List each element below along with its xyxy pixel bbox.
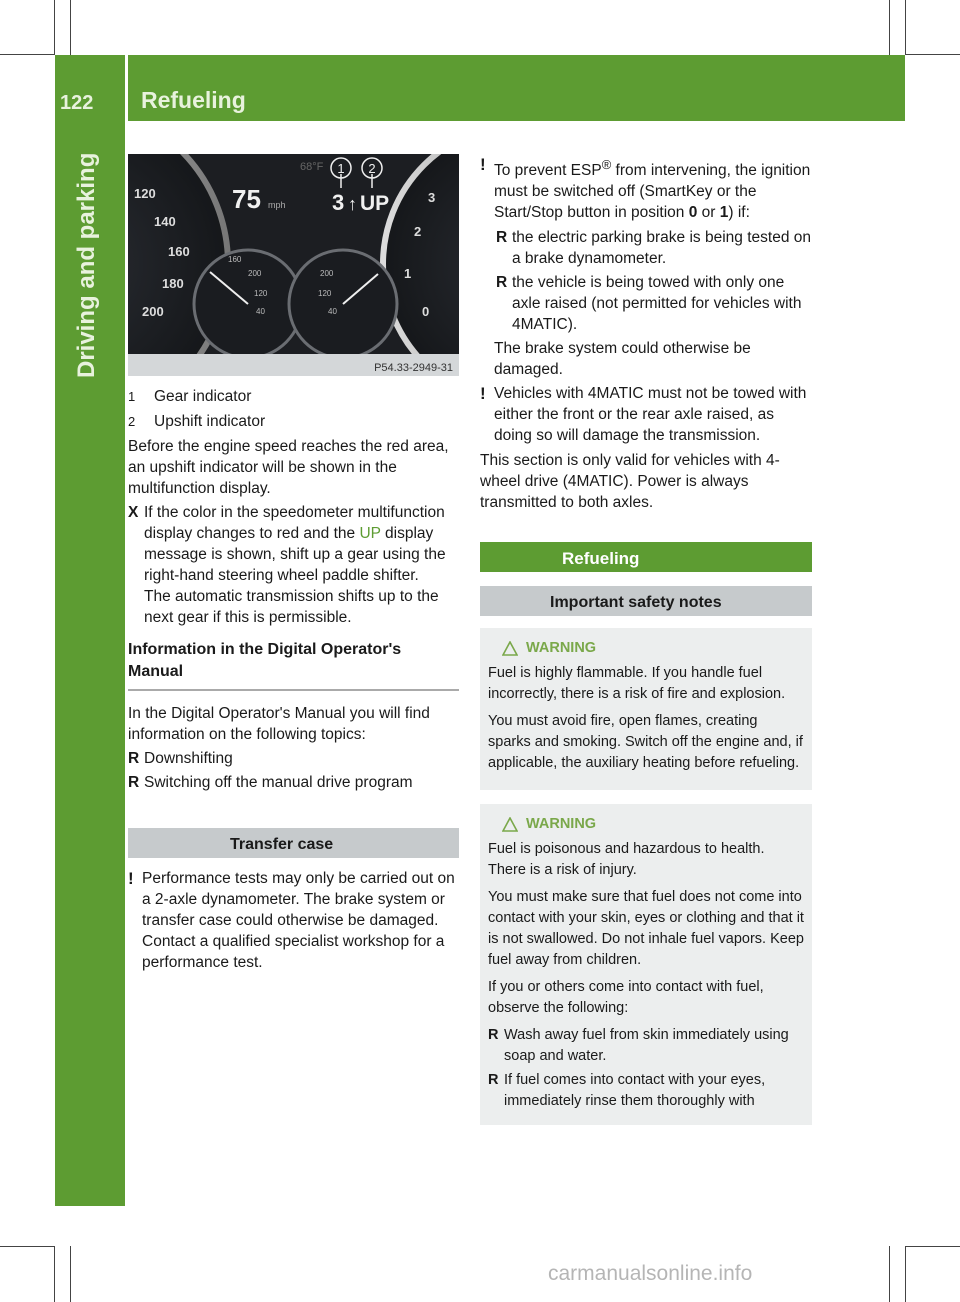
rpm-tick: 1 [404,266,412,281]
list-item: R If fuel comes into contact with your eyes, immediately rinse them thoroughly with [488,1070,804,1112]
section-heading-info: Information in the Digital Operator's Manual [128,639,459,691]
chapter-side-label: Driving and parking [73,152,100,378]
legend-item [128,386,459,407]
speed-tick: 120 [134,186,156,201]
crop-mark [905,54,960,55]
bullet-icon: R [128,774,140,791]
gear-indicator: 3 [332,190,345,215]
step-text-before: If the color in the speedometer multifunction display changes to red and the [144,504,445,542]
list-item: R Downshifting [128,750,233,767]
note-item: ! To prevent ESP® from intervening, the ignition must be switched off (SmartKey or the Start/Stop button in position 0 or 1) if: [480,155,811,222]
crop-mark [70,0,71,55]
up-display-message: UP [359,525,381,542]
section-heading-safety: Important safety notes [480,586,812,616]
warning-triangle-icon [502,641,518,656]
step-text-after: display message is shown, shift up a gear using the right-hand steering wheel paddle shifter. [144,525,446,584]
intro-paragraph: Before the engine speed reaches the red area, an upshift indicator will be shown in the multifunction display. [128,438,449,497]
note-item: ! Vehicles with 4MATIC must not be towed with either the front or the rear axle raised, as doing so will damage the transmission. [480,384,807,445]
callout-1: 1 [337,161,345,176]
crop-mark [905,1246,960,1247]
speed-tick: 160 [168,244,190,259]
list-item: R the vehicle is being towed with only one axle raised (not permitted for vehicles with 4MATIC). [496,274,802,334]
instrument-cluster-figure [128,154,459,376]
bullet-icon: R [488,1072,499,1089]
bullet-icon: R [496,229,508,247]
speed-readout: 75 [232,184,261,214]
instruction-step [128,502,459,628]
crop-mark [889,0,890,55]
gauge-tick: 200 [320,269,334,278]
gauge-tick: 40 [328,307,337,316]
crop-mark [54,0,55,55]
rpm-tick: 3 [428,190,436,205]
speed-unit: mph [268,200,286,210]
crop-mark [0,54,55,55]
crop-mark [70,1246,71,1302]
warning-box: WARNING Fuel is poisonous and hazardous to health. There is a risk of injury. You must make sure that fuel does not come into contact with your skin, eyes or clothing and that it is not swallowed. Do not inhale fuel vapors. Keep fuel away from children. If you or others come into contact with fuel, observe the following: R Wash away fuel from skin immediately using soap and water. R If fuel comes into contact with your eyes, immediately rinse them thoroughly with [480,804,812,1125]
registered-mark: ® [601,157,612,172]
gauge-tick: 40 [256,307,265,316]
speed-tick: 140 [154,214,176,229]
gauge-tick: 200 [248,269,262,278]
rpm-tick: 0 [422,304,430,319]
crop-mark [889,1246,890,1302]
legend-text: Upshift indicator [154,413,266,430]
gauge-tick: 120 [254,289,268,298]
warning-title: WARNING [488,638,804,659]
note-item: ! Performance tests may only be carried out on a 2-axle dynamometer. The brake system or transfer case could otherwise be damaged. Contact a qualified specialist workshop for a performance test. [128,869,455,971]
legend-number: 1 [128,389,136,404]
upshift-indicator: UP [360,192,390,215]
step-arrow-icon: X [128,504,139,521]
header-divider [125,55,128,121]
legend-number: 2 [128,414,136,429]
warning-box: WARNING Fuel is highly flammable. If you handle fuel incorrectly, there is a risk of fire and explosion. You must avoid fire, open flames, creating sparks and smoking. Switch off the engine and, if applicable, the auxiliary heating before refueling. [480,628,812,790]
rpm-tick: 2 [414,224,422,239]
legend-item [128,411,459,432]
list-item: R the electric parking brake is being tested on a brake dynamometer. [496,229,811,268]
gauge-tick: 160 [228,255,242,264]
upshift-arrow-icon: ↑ [348,194,357,214]
figure-caption: P54.33-2949-31 [128,354,459,376]
section-heading-refueling: Refueling [480,542,812,572]
instrument-cluster-image [128,154,459,354]
crop-mark [905,0,906,55]
legend-text: Gear indicator [154,388,252,405]
caution-icon: ! [480,384,486,404]
temperature-readout: 68°F [300,161,324,173]
step-result: The automatic transmission shifts up to the next gear if this is permissible. [144,588,439,626]
speed-tick: 180 [162,276,184,291]
list-item: R Wash away fuel from skin immediately using soap and water. [488,1025,804,1067]
left-column [128,154,459,977]
warning-triangle-icon [502,817,518,832]
section-heading-transfer: Transfer case [128,828,459,858]
list-item: R Switching off the manual drive program [128,774,413,791]
info-paragraph: In the Digital Operator's Manual you will find information on the following topics: [128,705,430,743]
warning-title: WARNING [488,814,804,835]
gauge-tick: 120 [318,289,332,298]
watermark: carmanualsonline.info [548,1262,753,1285]
bullet-icon: R [496,274,508,292]
callout-2: 2 [368,161,376,176]
crop-mark [905,1246,906,1302]
crop-mark [0,1246,55,1247]
awd-paragraph: This section is only valid for vehicles with 4-wheel drive (4MATIC). Power is always transmitted to both axles. [480,452,780,512]
caution-icon: ! [128,869,134,888]
page-title: Refueling [141,87,246,113]
crop-mark [54,1246,55,1302]
speed-tick: 200 [142,304,164,319]
right-column [480,154,812,1125]
caution-icon: ! [480,155,486,174]
bullet-icon: R [488,1027,499,1044]
damage-note: The brake system could otherwise be damaged. [494,340,751,379]
bullet-icon: R [128,750,140,767]
page-number: 122 [60,92,94,114]
